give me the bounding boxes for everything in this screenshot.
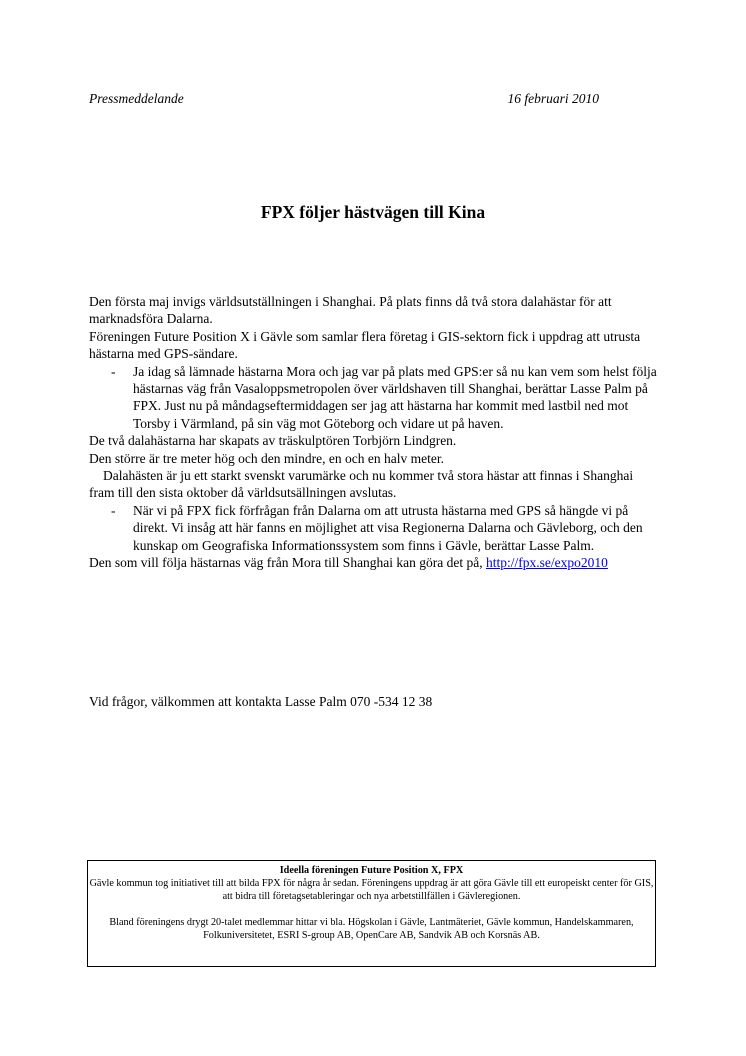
- press-release-label: Pressmeddelande: [89, 91, 184, 106]
- paragraph-4: Den större är tre meter hög och den mindre, en och en halv meter.: [89, 450, 444, 466]
- document-title: FPX följer hästvägen till Kina: [260, 202, 486, 222]
- box-line-2: Bland föreningens drygt 20-talet medlemmar hittar vi bla. Högskolan i Gävle, Lantmäteriet, Gävle kommun, Handelskammaren, Folkuniversitetet, ESRI S-group AB, OpenCare AB, Sandvik AB och Korsnäs AB.: [109, 916, 634, 941]
- paragraph-6-text: Den som vill följa hästarnas väg från Mora till Shanghai kan göra det på,: [89, 555, 487, 571]
- paragraph-6: [89, 554, 659, 571]
- quote-bullet-2: [89, 502, 659, 554]
- contact-line: Vid frågor, välkommen att kontakta Lasse Palm 070 -534 12 38: [89, 694, 433, 709]
- bullet-dash: -: [111, 363, 116, 379]
- paragraph-3: De två dalahästarna har skapats av träskulptören Torbjörn Lindgren.: [89, 433, 457, 449]
- paragraph-2: Föreningen Future Position X i Gävle som samlar flera företag i GIS-sektorn fick i uppdrag att utrusta hästarna med GPS-sändare.: [89, 328, 641, 362]
- box-line-1: Gävle kommun tog initiativet till att bilda FPX för några år sedan. Föreningens uppdrag är att göra Gävle till ett europeiskt center för GIS, att bidra till företagsetableringar och nya arbetstillfällen i Gävleregionen.: [89, 878, 654, 903]
- quote-bullet-1-text: Ja idag så lämnade hästarna Mora och jag var på plats med GPS:er så nu kan vem som helst följa hästarnas väg från Vasaloppsmetropolen över världshaven till Shanghai, berättar Lasse Palm på FPX. Just nu på måndagseftermiddagen ser jag att hästarna har kommit med lastbil ned mot Torsby i Värmland, på sin väg mot Göteborg och vidare ut på haven.: [133, 363, 657, 431]
- press-header: [89, 91, 599, 109]
- press-release-date: 16 februari 2010: [507, 91, 599, 106]
- quote-bullet-1: [89, 363, 659, 433]
- expo-link[interactable]: http://fpx.se/expo2010: [486, 555, 608, 571]
- paragraph-1: Den första maj invigs världsutställningen i Shanghai. På plats finns då två stora dalahästar för att marknadsföra Dalarna.: [89, 294, 612, 327]
- box-title: Ideella föreningen Future Position X, FPX: [279, 865, 464, 876]
- document-body: [89, 293, 659, 572]
- organization-info-box: [87, 860, 656, 967]
- paragraph-5: Dalahästen är ju ett starkt svenskt varumärke och nu kommer två stora hästar att finnas i Shanghai fram till den sista oktober då världsutsällningen avslutas.: [89, 468, 634, 501]
- quote-bullet-2-text: När vi på FPX fick förfrågan från Dalarna om att utrusta hästarna med GPS så hängde vi på direkt. Vi insåg att här fanns en möjlighet att visa Regionerna Dalarna och Gävleborg, och den kunskap om Geografiska Informationssystem som finns i Gävle, berättar Lasse Palm.: [133, 502, 643, 553]
- bullet-dash: -: [111, 502, 116, 518]
